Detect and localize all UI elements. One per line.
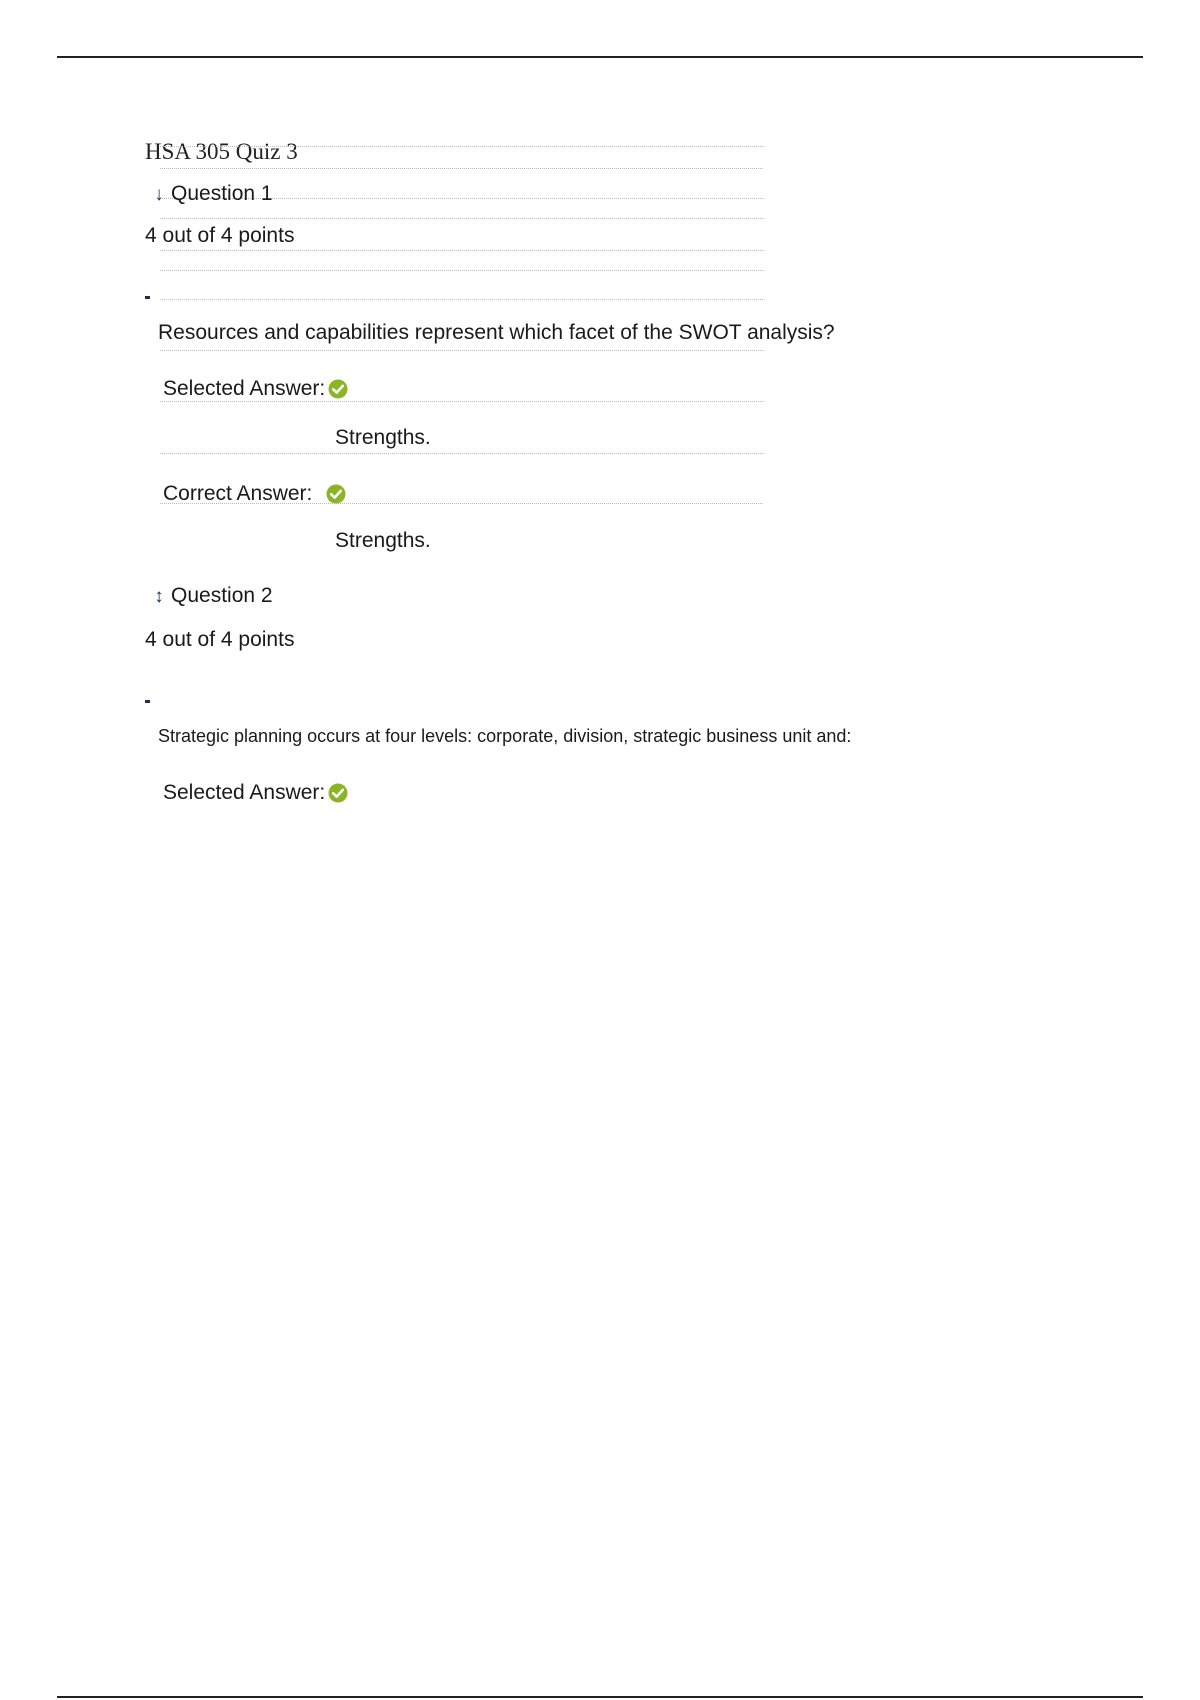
divider [160, 168, 763, 169]
divider [160, 401, 763, 402]
top-rule [57, 56, 1143, 58]
question-1-heading[interactable] [151, 182, 273, 206]
divider [160, 453, 763, 454]
question-2-text: Strategic planning occurs at four levels: corporate, division, strategic business unit and: [158, 726, 852, 746]
selected-answer-label: Selected Answer: [163, 781, 326, 804]
question-label: Question 1 [171, 182, 273, 205]
divider [160, 270, 763, 271]
question-2-selected-answer [163, 781, 348, 805]
arrow-updown-icon: ↕ [154, 585, 164, 607]
divider [160, 250, 763, 251]
question-1-correct-answer [163, 482, 346, 506]
question-1-correct-value: Strengths. [335, 529, 431, 552]
question-2-heading[interactable] [151, 584, 273, 608]
bullet-dash [145, 296, 150, 299]
question-1-selected-value: Strengths. [335, 426, 431, 449]
question-label: Question 2 [171, 584, 273, 607]
check-icon [326, 484, 346, 504]
question-1-score: 4 out of 4 points [145, 224, 295, 247]
selected-answer-label: Selected Answer: [163, 377, 326, 400]
divider [160, 218, 763, 219]
question-2-score: 4 out of 4 points [145, 628, 295, 651]
check-icon [328, 379, 348, 399]
bullet-dash [145, 700, 150, 703]
arrow-down-icon: ↓ [154, 183, 164, 205]
bottom-rule [57, 1696, 1143, 1698]
divider [160, 350, 763, 351]
correct-answer-label: Correct Answer: [163, 482, 313, 505]
divider [160, 146, 763, 147]
divider [160, 299, 763, 300]
check-icon [328, 783, 348, 803]
question-1-text: Resources and capabilities represent which facet of the SWOT analysis? [158, 321, 835, 344]
question-1-selected-answer [163, 377, 348, 401]
page-title: HSA 305 Quiz 3 [145, 139, 298, 164]
